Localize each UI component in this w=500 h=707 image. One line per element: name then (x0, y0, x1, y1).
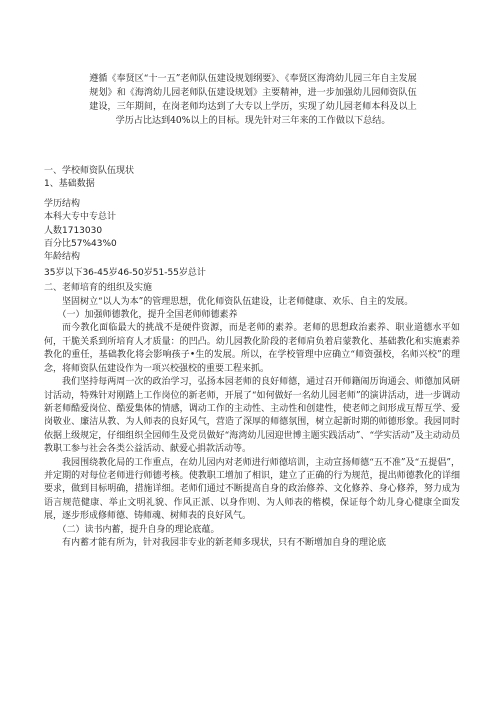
paragraph-2: 我们坚持每两周一次的政治学习，弘扬本园老师的良好师德，通过召开师籍闹历询通会、师德加风研讨活动，特殊针对刚踏上工作岗位的新老师，开展了“如何做好一名幼儿园老师”的演讲活动，进一步调动新老师酷爱岗位、酷爱集体的情感，调动工作的主动性、主动性和创建性，使老师之间形成互帮互学、爱岗敬业、廉洁从教、为人师表的良好风气，营造了深厚的师德氛围，树立起新时期的师德形象。我园同时依据上级规定，仔细组织全园师生及党员做好“海湾幼儿园迎世博主题实践活动”、“学实活动”及主动动员教职工参与社会各类公益活动、献爱心捐款活动等。 (44, 377, 460, 455)
subsection-1-1-heading: 1、基础数据 (44, 179, 95, 190)
subsection-2-2-heading: （二）读书内蓄，提升自身的理论底蕴。 (57, 524, 220, 535)
section-2-heading: 二、老师培育的组织及实施 (44, 283, 153, 294)
education-table-header: 本科大专中专总计 (44, 212, 117, 223)
subsection-2-1-heading: （一）加强师德教化，提升全国老师师德素养 (57, 310, 238, 321)
section-2-intro: 坚固树立“以人为本”的管理思想，优化师资队伍建设，让老师健康、欢乐、自主的发展。 (62, 296, 414, 307)
education-count-row: 人数1713030 (44, 225, 103, 236)
age-structure-label: 年龄结构 (44, 252, 81, 263)
paragraph-3: 我园围绕教化局的工作重点，在幼儿园内对老师进行师德培训，主动宣扬师德“五不准”及“五提倡”，并定期的对每位老师进行师德考核。使教职工增加了相识，建立了正确的行为规范，提出师德教化的详细要求，做到目标明确，措施详细。老师们通过不断提高自身的政治修养、文化修养、身心修养，努力成为语言规范健康、举止文明礼貌、作风正派、以身作则、为人师表的楷模，保证每个幼儿身心健康全面发展，逐步形成修师德、铸师魂、树师表的良好风气。 (44, 457, 460, 522)
section-1-heading: 一、学校师资队伍现状 (44, 166, 135, 176)
education-structure-label: 学历结构 (44, 198, 81, 209)
education-percent-row: 百分比57%43%0 (44, 239, 117, 250)
paragraph-4: 有内蓄才能有所为，针对我园非专业的新老师多现状，只有不断增加自身的理论底 (62, 537, 387, 548)
document-body (44, 165, 460, 550)
intro-paragraph: 遵循《奉贤区“十一五”老师队伍建设规划纲要》、《奉贤区海湾幼儿园三年自主发展规划》和《海湾幼儿园老师队伍建设规划》主要精神，进一步加强幼儿园师资队伍建设，三年期间，在岗老师均达到了大专以上学历，实现了幼儿园老师本科及以上学历占比达到40%以上的目标。现先针对三年来的工作做以下总结。 (89, 74, 417, 127)
age-table-header: 35岁以下36-45岁46-50岁51-55岁总计 (44, 267, 206, 278)
paragraph-1: 而今教化面临最大的挑战不是硬件资源，而是老师的素养。老师的思想政治素养、职业道德水平如何，干脆关系到所培育人才质量：的凹凸。幼儿园教化阶段的老师肩负着启蒙教化、基础教化和实施素养教化的重任，基础教化将会影响孩子•生的发展。所以，在学校管理中应确立“师资强校，名师兴校”的理念，将师资队伍建设作为一项兴校强校的重要工程来抓。 (44, 323, 460, 374)
